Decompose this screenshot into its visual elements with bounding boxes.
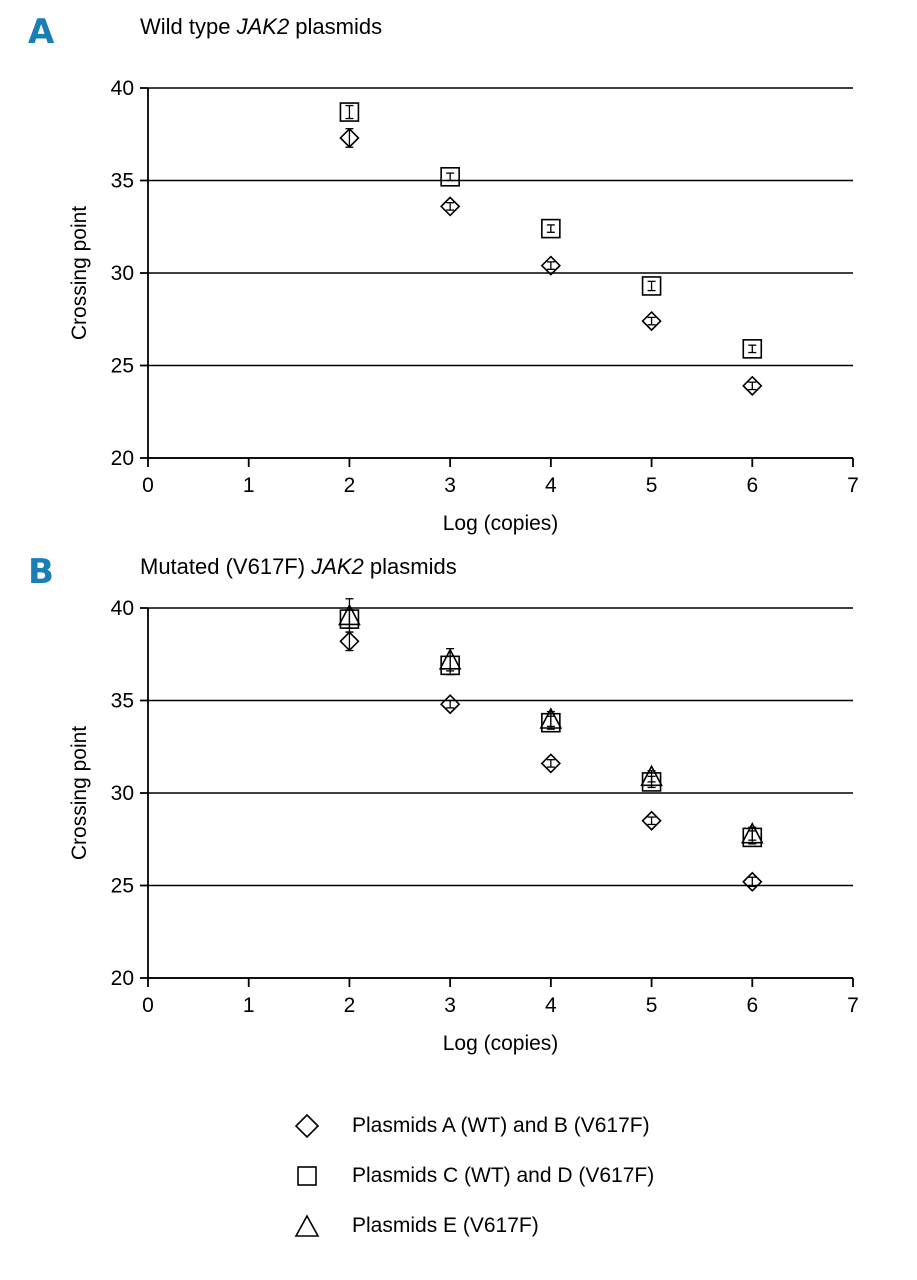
panel-letter-b: B: [28, 552, 54, 592]
x-tick-label: 3: [444, 474, 456, 497]
panel-title-b-suffix: plasmids: [363, 554, 457, 579]
legend-label-0: Plasmids A (WT) and B (V617F): [352, 1114, 650, 1137]
x-tick-label: 2: [343, 994, 356, 1017]
y-tick-label: 35: [110, 689, 134, 713]
x-tick-label: 5: [645, 474, 658, 497]
x-tick-label: 7: [847, 994, 859, 1017]
legend-item-triangle: [280, 1206, 539, 1246]
y-tick-label: 35: [110, 169, 134, 193]
x-axis-title: Log (copies): [442, 512, 559, 535]
panel-title-a-prefix: Wild type: [140, 14, 237, 39]
x-tick-label: 0: [142, 994, 154, 1017]
plot-svg-a: [0, 0, 917, 540]
x-tick-label: 4: [545, 474, 557, 497]
x-tick-label: 7: [847, 474, 859, 497]
x-tick-label: 2: [343, 474, 356, 497]
y-axis-title: Crossing point: [68, 205, 91, 341]
legend-label-1: Plasmids C (WT) and D (V617F): [352, 1164, 655, 1187]
x-axis-title: Log (copies): [442, 1032, 559, 1055]
y-tick-label: 40: [110, 77, 134, 100]
chart-panel-a: [0, 0, 917, 540]
y-axis-title: Crossing point: [68, 725, 91, 861]
square-icon: [280, 1163, 334, 1189]
diamond-icon: [280, 1113, 334, 1139]
x-tick-label: 4: [545, 994, 557, 1017]
chart-panel-b: [0, 540, 917, 1080]
y-tick-label: 25: [110, 354, 134, 378]
figure-legend: [0, 1090, 917, 1270]
y-tick-label: 30: [110, 262, 134, 285]
x-tick-label: 1: [242, 994, 255, 1017]
panel-title-b-italic: JAK2: [311, 554, 364, 579]
panel-title-a-suffix: plasmids: [289, 14, 383, 39]
y-tick-label: 25: [110, 874, 134, 898]
plot-svg-b: [0, 540, 917, 1080]
y-tick-label: 30: [110, 782, 134, 805]
triangle-icon: [280, 1213, 334, 1239]
x-tick-label: 5: [645, 994, 658, 1017]
y-tick-label: 20: [110, 967, 134, 990]
legend-label-2: Plasmids E (V617F): [352, 1214, 539, 1237]
y-tick-label: 20: [110, 447, 134, 470]
panel-title-b-prefix: Mutated (V617F): [140, 554, 312, 579]
panel-title-a-italic: JAK2: [236, 14, 290, 39]
x-tick-label: 3: [444, 994, 456, 1017]
legend-item-diamond: [280, 1106, 650, 1146]
y-tick-label: 40: [110, 597, 134, 620]
legend-item-square: [280, 1156, 654, 1196]
x-tick-label: 6: [746, 994, 759, 1017]
plot-area-a: [0, 0, 917, 540]
x-tick-label: 6: [746, 474, 759, 497]
plot-area-b: [0, 540, 917, 1080]
x-tick-label: 1: [242, 474, 255, 497]
x-tick-label: 0: [142, 474, 154, 497]
panel-letter-a: A: [28, 12, 55, 52]
